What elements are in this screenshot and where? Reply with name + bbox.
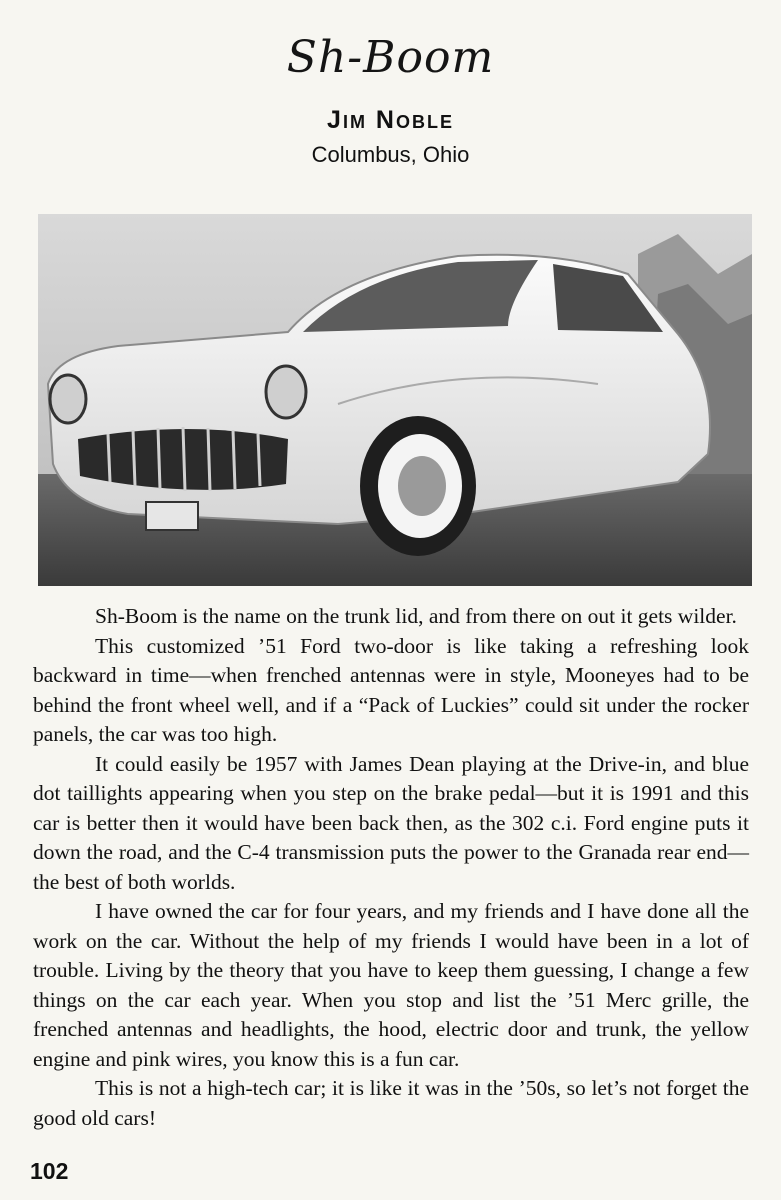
car-photo — [38, 214, 752, 586]
article-paragraph: I have owned the car for four years, and my friends and I have done all the work on the car. Without the help of my friends I would have been in a lot of trouble. Living by the theory that you have to keep them guessing, I change a few things on the car each year. When you stop and list the ’51 Merc grille, the frenched antennas and headlights, the hood, electric door and trunk, the yellow engine and pink wires, you know this is a fun car. — [33, 899, 749, 1071]
article-paragraph: This customized ’51 Ford two-door is like taking a refreshing look backward in time—when frenched antennas were in style, Mooneyes had to be behind the front wheel well, and if a “Pack of Luckies” could sit under the rocker panels, the car was too high. — [33, 633, 749, 746]
article-paragraph: It could easily be 1957 with James Dean playing at the Drive-in, and blue dot taillights appearing when you step on the brake pedal—but it is 1991 and this car is better then it would have been back then, as the 302 c.i. Ford engine puts it down the road, and the C-4 transmission puts the power to the Granada rear end—the best of both worlds. — [33, 751, 749, 894]
article-body — [33, 602, 749, 1133]
author-name: Jim Noble — [327, 106, 454, 134]
article-title: Sh-Boom — [286, 32, 495, 83]
car-illustration — [38, 214, 752, 586]
article-paragraph: This is not a high-tech car; it is like it was in the ’50s, so let’s not forget the good old cars! — [33, 1076, 749, 1130]
article-paragraph: Sh-Boom is the name on the trunk lid, and from there on out it gets wilder. — [95, 604, 737, 628]
page-number: 102 — [30, 1158, 69, 1184]
author-location: Columbus, Ohio — [311, 142, 470, 167]
